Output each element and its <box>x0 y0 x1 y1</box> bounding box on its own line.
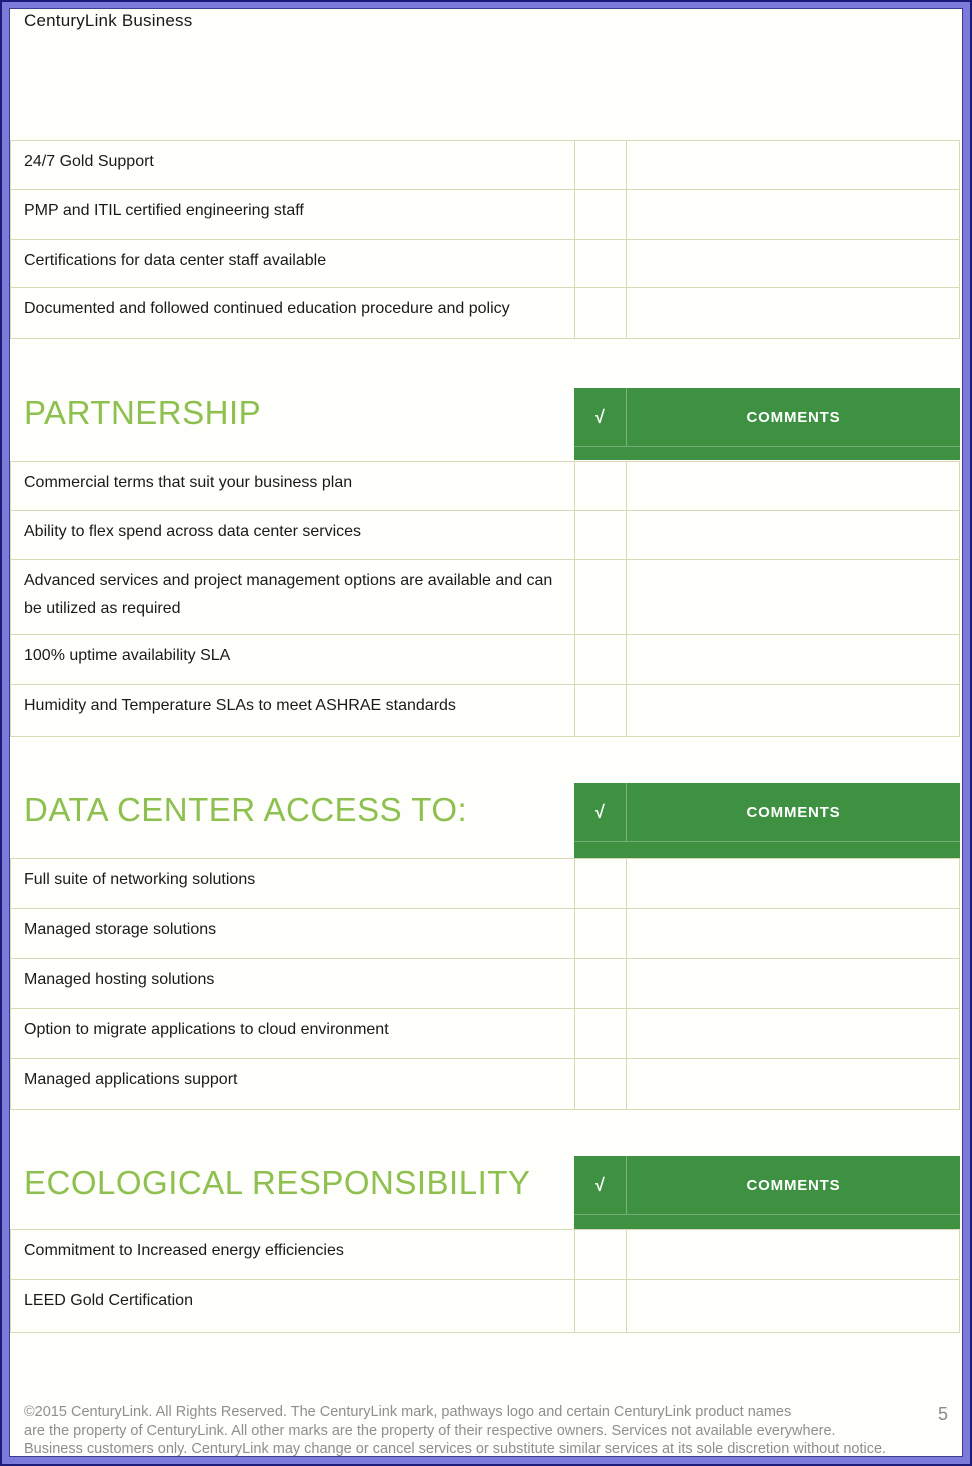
check-cell <box>574 190 627 239</box>
comments-cell <box>627 1230 959 1279</box>
row-label: LEED Gold Certification <box>24 1292 193 1309</box>
comments-header-cell: COMMENTS <box>746 1176 841 1194</box>
table-row <box>11 1009 959 1059</box>
check-cell <box>574 909 627 958</box>
check-cell <box>574 1280 627 1332</box>
row-label: Documented and followed continued education procedure and policy <box>24 300 510 317</box>
comments-cell <box>627 859 959 908</box>
comments-cell <box>627 462 959 510</box>
comments-cell <box>627 1280 959 1332</box>
check-cell <box>574 288 627 338</box>
table-row <box>11 560 959 635</box>
comments-cell <box>627 240 959 287</box>
brand-title: CenturyLink Business <box>24 11 193 30</box>
comments-cell <box>627 190 959 239</box>
row-label: Managed storage solutions <box>24 921 217 938</box>
section-heading-partnership: PARTNERSHIP <box>24 394 262 431</box>
row-label: Managed hosting solutions <box>24 971 215 988</box>
row-label: Option to migrate applications to cloud environment <box>24 1021 389 1038</box>
row-label: PMP and ITIL certified engineering staff <box>24 202 304 219</box>
check-cell <box>574 511 627 559</box>
ecological-responsibility-header-bar <box>574 1156 960 1229</box>
comments-header-cell: COMMENTS <box>746 408 841 426</box>
check-cell <box>574 1230 627 1279</box>
footer-line: are the property of CenturyLink. All other marks are the property of their respective owners. Services not available everywhere. <box>24 1422 836 1439</box>
comments-cell <box>627 1009 959 1058</box>
check-cell <box>574 959 627 1008</box>
table-row <box>11 190 959 240</box>
data-center-access-header-bar <box>574 783 960 858</box>
table-row <box>11 685 959 736</box>
check-cell <box>574 240 627 287</box>
check-cell <box>574 560 627 634</box>
table-row <box>11 635 959 685</box>
row-label: Humidity and Temperature SLAs to meet ASHRAE standards <box>24 697 456 714</box>
check-cell <box>574 462 627 510</box>
section-heading-data-center-access: DATA CENTER ACCESS TO: <box>24 791 468 828</box>
support-table <box>10 140 960 339</box>
table-row <box>11 141 959 190</box>
header-bar-row <box>574 783 960 842</box>
check-cell <box>574 635 627 684</box>
comments-cell <box>627 635 959 684</box>
row-label: 100% uptime availability SLA <box>24 647 231 664</box>
comments-cell <box>627 560 959 634</box>
comments-cell <box>627 288 959 338</box>
checkmark-header-cell: √ <box>574 1156 627 1214</box>
row-label: Ability to flex spend across data center services <box>24 523 362 540</box>
header-bar-row <box>574 1156 960 1215</box>
footer-line: ©2015 CenturyLink. All Rights Reserved. The CenturyLink mark, pathways logo and certain CenturyLink product names <box>24 1404 792 1420</box>
check-cell <box>574 141 627 189</box>
table-row <box>11 1230 959 1280</box>
ecological-responsibility-table <box>10 1229 960 1333</box>
check-cell <box>574 1059 627 1109</box>
comments-cell <box>627 141 959 189</box>
row-label: Commercial terms that suit your business plan <box>24 474 353 491</box>
check-cell <box>574 859 627 908</box>
table-row <box>11 240 959 288</box>
table-row <box>11 959 959 1009</box>
header-bar-row <box>574 388 960 447</box>
comments-cell <box>627 959 959 1008</box>
page-number: 5 <box>937 1404 948 1424</box>
section-heading-ecological-responsibility: ECOLOGICAL RESPONSIBILITY <box>24 1164 531 1201</box>
partnership-table <box>10 461 960 737</box>
check-cell <box>574 1009 627 1058</box>
footer-legal <box>24 1403 904 1459</box>
row-label: Advanced services and project management options are available and can be utilized as required <box>24 572 553 617</box>
comments-header-cell: COMMENTS <box>746 803 841 821</box>
document-page <box>9 8 963 1457</box>
row-label: Certifications for data center staff available <box>24 252 327 269</box>
comments-cell <box>627 511 959 559</box>
table-row <box>11 859 959 909</box>
comments-cell <box>627 1059 959 1109</box>
data-center-access-table <box>10 858 960 1110</box>
table-row <box>11 909 959 959</box>
table-row <box>11 288 959 338</box>
comments-cell <box>627 909 959 958</box>
comments-cell <box>627 685 959 736</box>
checkmark-header-cell: √ <box>574 388 627 446</box>
partnership-header-bar <box>574 388 960 460</box>
table-row <box>11 1280 959 1332</box>
row-label: Full suite of networking solutions <box>24 871 256 888</box>
table-row <box>11 511 959 560</box>
checkmark-header-cell: √ <box>574 783 627 841</box>
table-row <box>11 462 959 511</box>
row-label: 24/7 Gold Support <box>24 153 154 170</box>
footer-line: Business customers only. CenturyLink may change or cancel services or substitute similar services at its sole discretion without notice. <box>24 1441 887 1457</box>
row-label: Commitment to Increased energy efficiencies <box>24 1242 344 1259</box>
row-label: Managed applications support <box>24 1071 238 1088</box>
check-cell <box>574 685 627 736</box>
table-row <box>11 1059 959 1109</box>
